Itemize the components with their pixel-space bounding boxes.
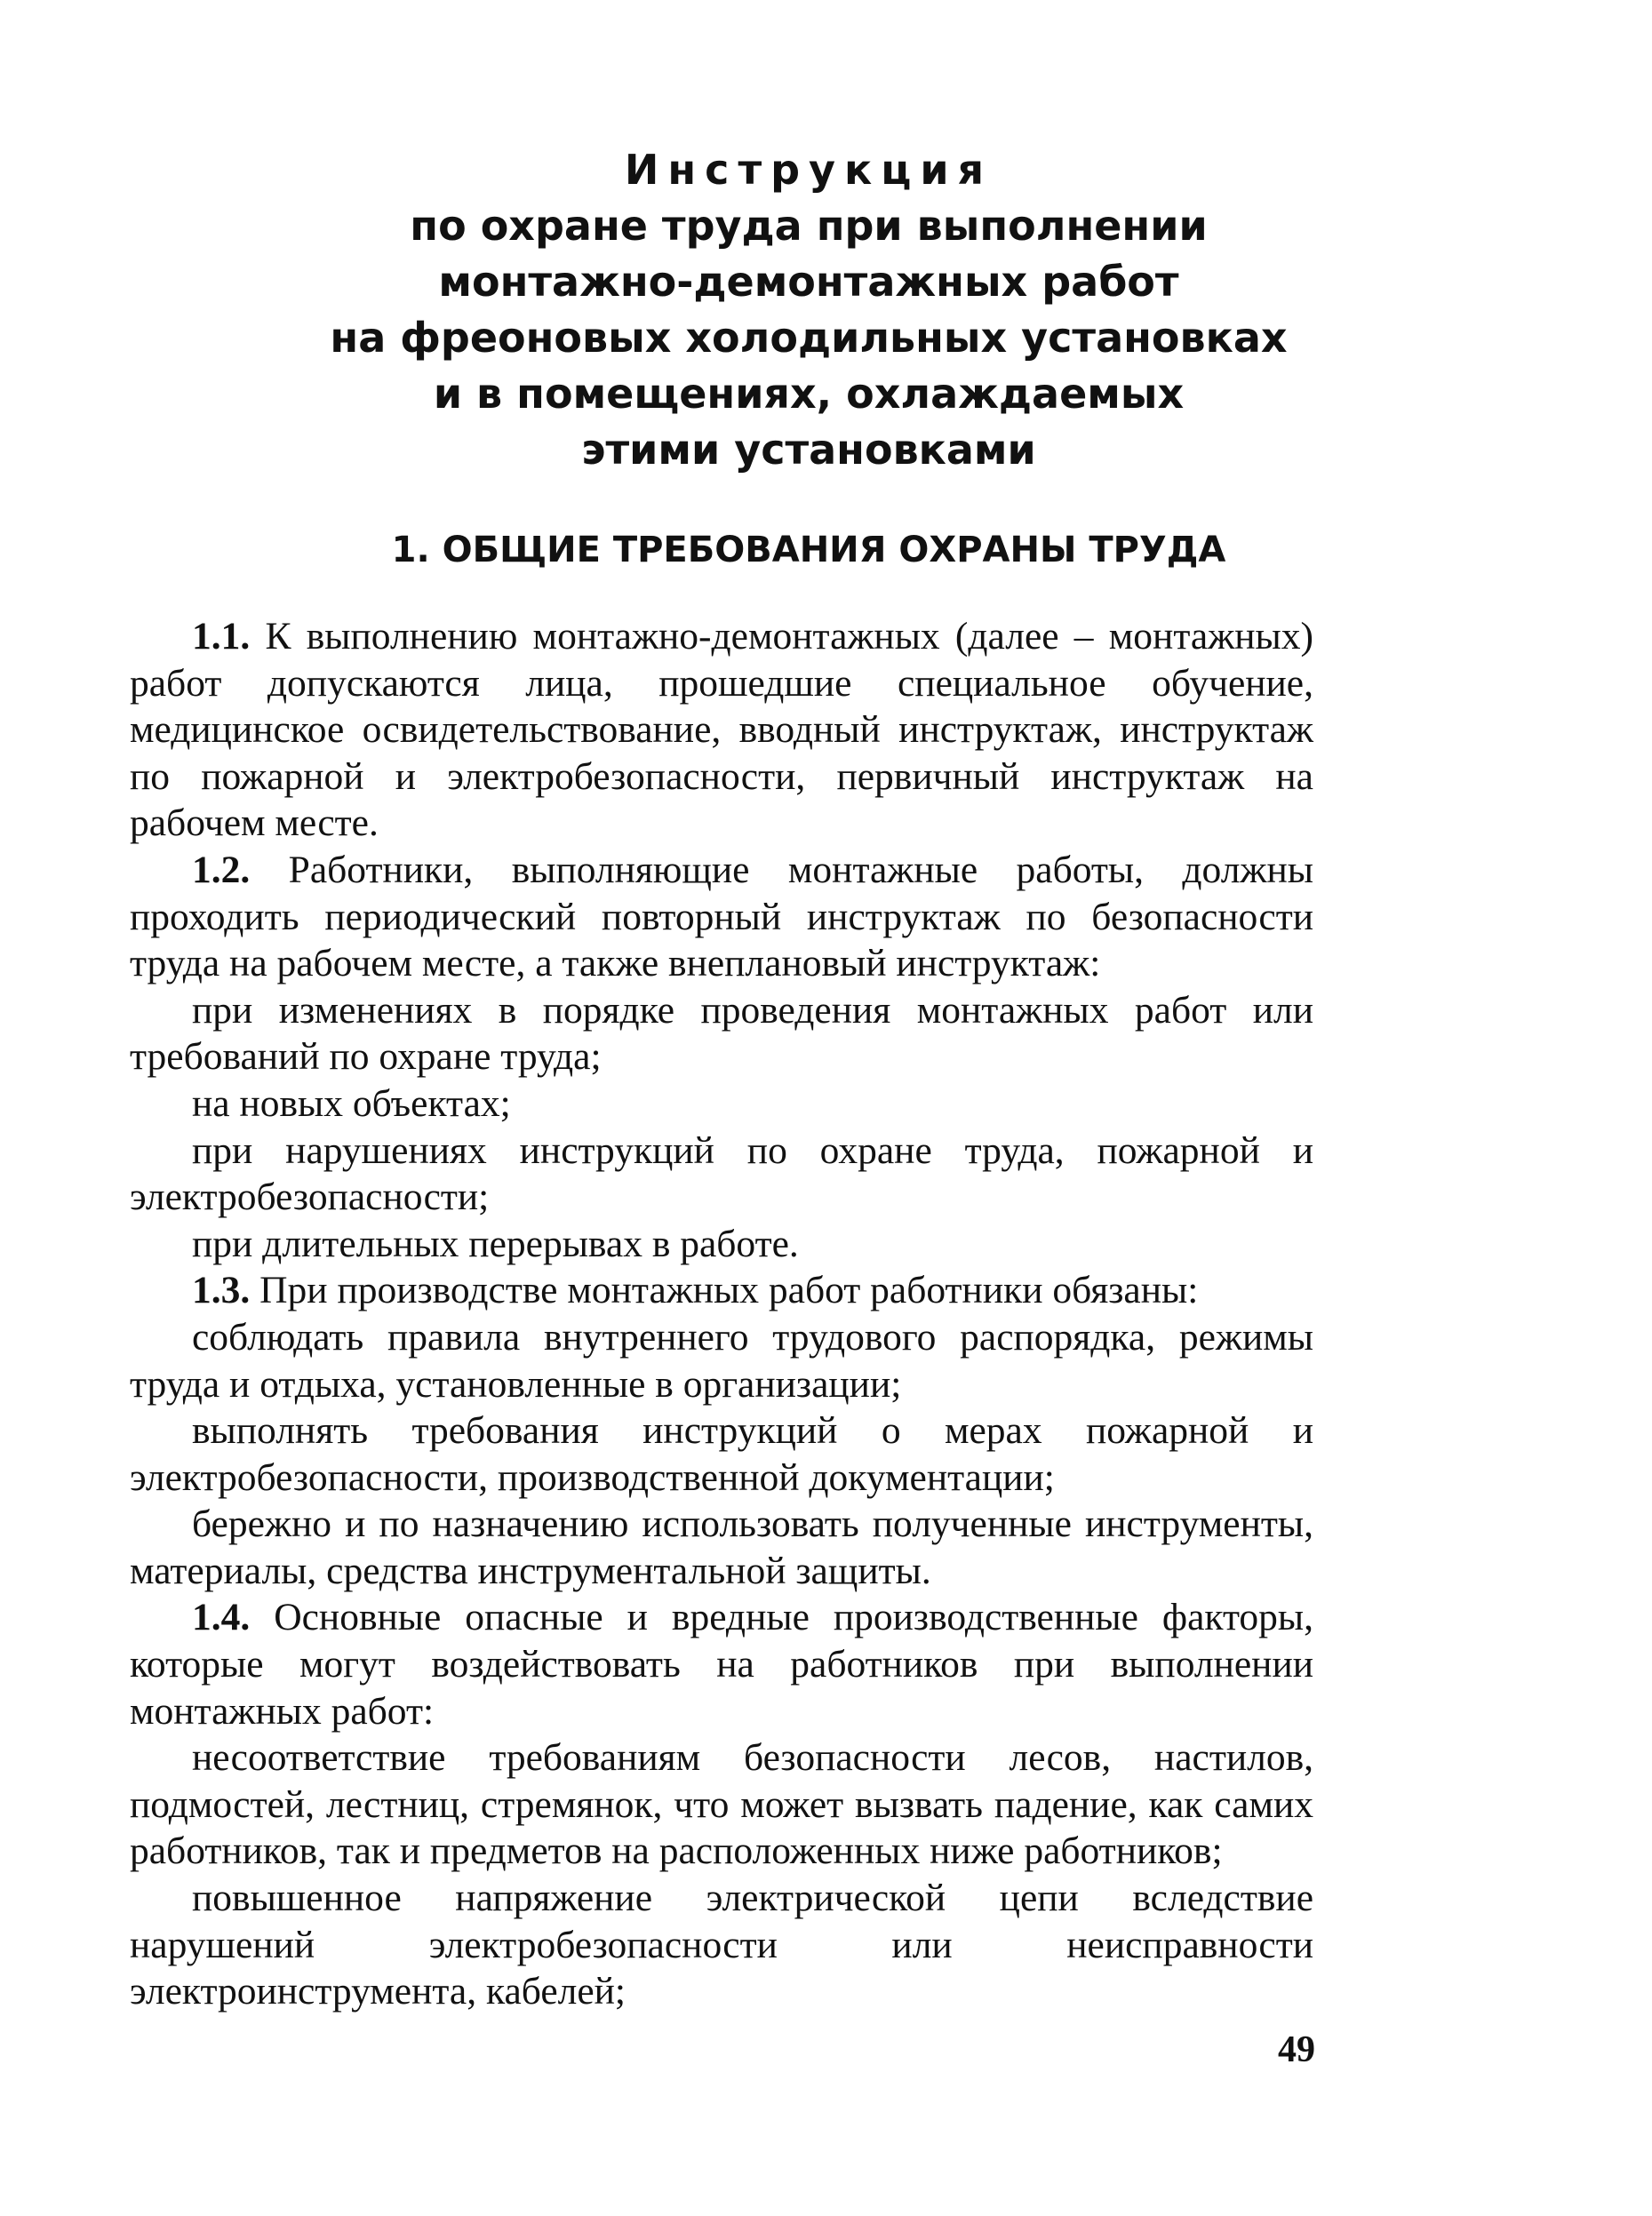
list-item: [130, 1875, 1313, 2015]
page-number: 49: [1278, 2029, 1315, 2070]
paragraph-text: Работники, выполняющие монтажные работы, должны проходить периодический повторный инструктаж по безопасности труда на рабочем месте, а также внеплановый инструктаж:: [130, 848, 1313, 985]
paragraph-text: повышенное напряжение электрической цепи вследствие нарушений электробезопасности или неисправности электроинструмента, кабелей;: [130, 1877, 1313, 2013]
title-line: по охране труда при выполнении: [410, 202, 1208, 250]
paragraph-text: при изменениях в порядке проведения монтажных работ или требований по охране труда;: [130, 988, 1313, 1079]
paragraph-1-1: [130, 613, 1313, 847]
paragraph-text: бережно и по назначению использовать полученные инструменты, материалы, средства инструментальной защиты.: [130, 1503, 1313, 1592]
list-item: [130, 1221, 1313, 1268]
paragraph-text: соблюдать правила внутреннего трудового распорядка, режимы труда и отдыха, установленные в организации;: [130, 1315, 1313, 1406]
title-line: Инструкция: [624, 146, 994, 194]
list-item: [130, 1734, 1313, 1875]
list-item: [130, 987, 1313, 1080]
paragraph-number: 1.2.: [192, 848, 251, 891]
paragraph-1-4: [130, 1594, 1313, 1734]
paragraph-text: При производстве монтажных работ работники обязаны:: [250, 1269, 1199, 1312]
list-item: [130, 1314, 1313, 1407]
title-line: на фреоновых холодильных установках: [330, 314, 1288, 362]
paragraph-text: при длительных перерывах в работе.: [192, 1222, 799, 1265]
paragraph-text: на новых объектах;: [192, 1081, 511, 1125]
title-line: этими установками: [581, 426, 1036, 474]
section-heading: 1. ОБЩИЕ ТРЕБОВАНИЯ ОХРАНЫ ТРУДА: [391, 530, 1226, 570]
paragraph-number: 1.1.: [192, 615, 251, 658]
paragraph-text: выполнять требования инструкций о мерах пожарной и электробезопасности, производственной документации;: [130, 1409, 1313, 1499]
paragraph-number: 1.3.: [192, 1269, 251, 1312]
list-item: [130, 1128, 1313, 1221]
list-item: [130, 1501, 1313, 1594]
list-item: [130, 1407, 1313, 1501]
list-item: [130, 1080, 1313, 1128]
paragraph-text: при нарушениях инструкций по охране труда, пожарной и электробезопасности;: [130, 1128, 1313, 1219]
body-text: [130, 613, 1313, 2015]
paragraph-1-2: [130, 847, 1313, 987]
paragraph-text: несоответствие требованиям безопасности лесов, настилов, подмостей, лестниц, стремянок, что может вызвать падение, как самих работников, так и предметов на расположенных ниже работников;: [130, 1736, 1313, 1873]
paragraph-text: Основные опасные и вредные производственные факторы, которые могут воздействовать на работников при выполнении монтажных работ:: [130, 1596, 1313, 1733]
document-title: [178, 142, 1440, 478]
paragraph-1-3: [130, 1267, 1313, 1314]
title-line: монтажно-демонтажных работ: [438, 258, 1179, 306]
title-line: и в помещениях, охлаждаемых: [433, 370, 1185, 418]
paragraph-text: К выполнению монтажно-демонтажных (далее – монтажных) работ допускаются лица, прошедшие специальное обучение, медицинское освидетельствование, вводный инструктаж, инструктаж по пожарной и электробезопасности, первичный инструктаж на рабочем месте.: [130, 615, 1313, 845]
paragraph-number: 1.4.: [192, 1596, 251, 1639]
